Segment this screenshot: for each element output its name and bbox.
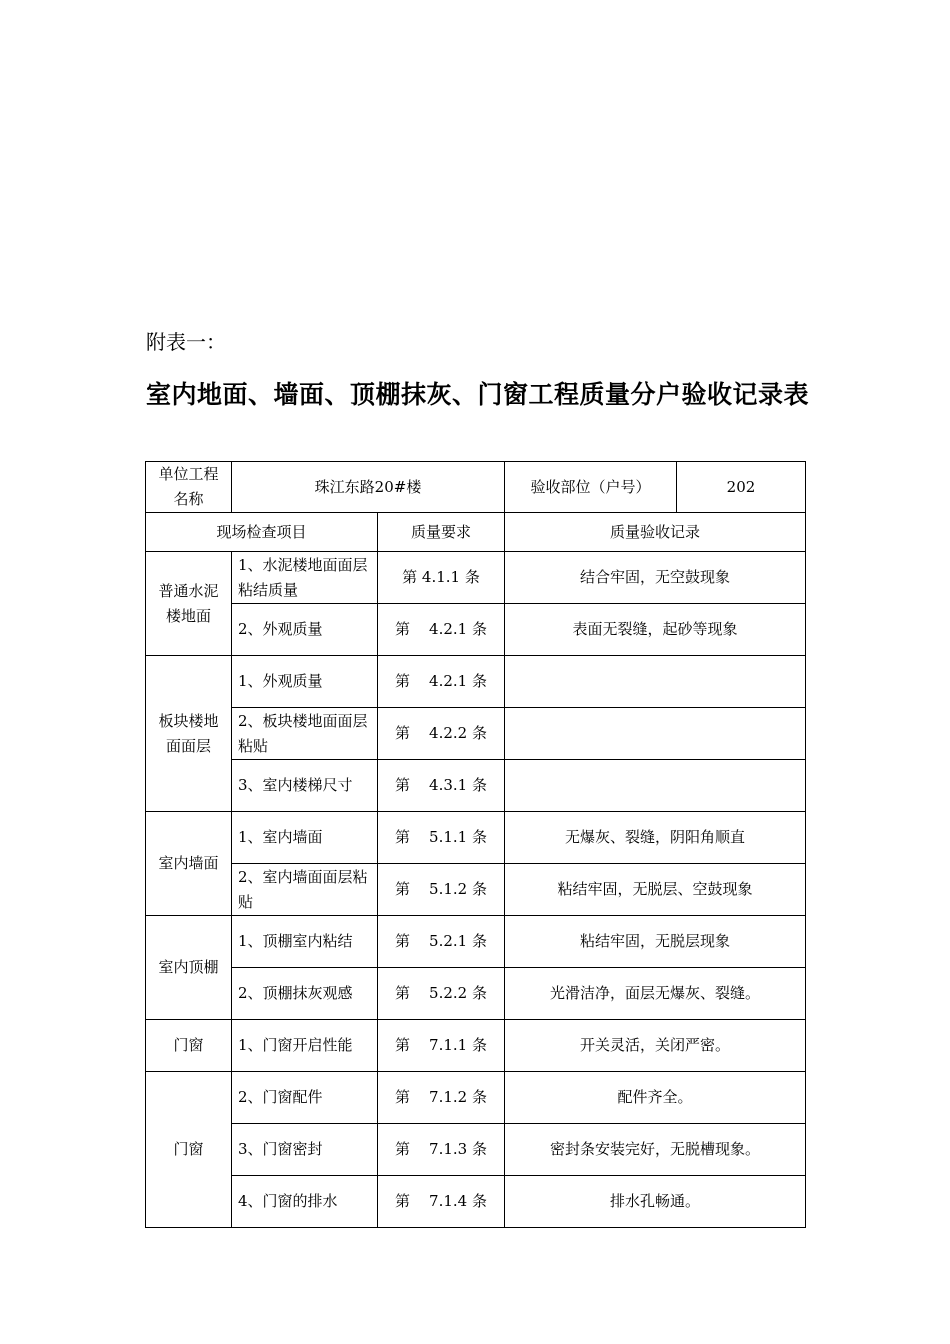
acceptance-record: 开关灵活，关闭严密。: [505, 1020, 806, 1072]
quality-standard: 第 7.1.4 条: [378, 1176, 505, 1228]
table-header-row: [146, 462, 806, 513]
group-name: 门窗: [146, 1020, 232, 1072]
col-standard-header: 质量要求: [378, 513, 505, 552]
table-row: [146, 1020, 806, 1072]
table-row: [146, 864, 806, 916]
check-item: 3、室内楼梯尺寸: [232, 760, 378, 812]
check-item: 1、顶棚室内粘结: [232, 916, 378, 968]
check-item: 2、顶棚抹灰观感: [232, 968, 378, 1020]
check-item: 2、板块楼地面面层粘贴: [232, 708, 378, 760]
check-item: 2、室内墙面面层粘贴: [232, 864, 378, 916]
quality-standard: 第 4.1.1 条: [378, 552, 505, 604]
project-name-value: 珠江东路20#楼: [232, 462, 505, 513]
table-row: [146, 552, 806, 604]
acceptance-record: [505, 760, 806, 812]
document-title: 室内地面、墙面、顶棚抹灰、门窗工程质量分户验收记录表: [146, 380, 810, 409]
quality-standard: 第 5.2.2 条: [378, 968, 505, 1020]
acceptance-record: [505, 708, 806, 760]
quality-standard: 第 4.2.2 条: [378, 708, 505, 760]
acceptance-record-table: [145, 461, 806, 1228]
location-label: 验收部位（户号）: [505, 462, 677, 513]
check-item: 1、室内墙面: [232, 812, 378, 864]
table-row: [146, 1124, 806, 1176]
check-item: 1、外观质量: [232, 656, 378, 708]
group-name: 门窗: [146, 1072, 232, 1228]
table-row: [146, 812, 806, 864]
quality-standard: 第 5.2.1 条: [378, 916, 505, 968]
check-item: 4、门窗的排水: [232, 1176, 378, 1228]
table-row: [146, 656, 806, 708]
group-name: 室内顶棚: [146, 916, 232, 1020]
acceptance-record: 结合牢固，无空鼓现象: [505, 552, 806, 604]
check-item: 1、门窗开启性能: [232, 1020, 378, 1072]
project-name-label: 单位工程名称: [146, 462, 232, 513]
table-row: [146, 604, 806, 656]
group-name: 室内墙面: [146, 812, 232, 916]
acceptance-record: 粘结牢固，无脱层、空鼓现象: [505, 864, 806, 916]
quality-standard: 第 7.1.2 条: [378, 1072, 505, 1124]
quality-standard: 第 7.1.1 条: [378, 1020, 505, 1072]
annex-label: 附表一：: [146, 330, 226, 354]
quality-standard: 第 7.1.3 条: [378, 1124, 505, 1176]
table-row: [146, 1176, 806, 1228]
check-item: 1、水泥楼地面面层粘结质量: [232, 552, 378, 604]
acceptance-record: 粘结牢固，无脱层现象: [505, 916, 806, 968]
acceptance-record: 无爆灰、裂缝，阴阳角顺直: [505, 812, 806, 864]
table-row: [146, 708, 806, 760]
check-item: 3、门窗密封: [232, 1124, 378, 1176]
table-row: [146, 760, 806, 812]
acceptance-record: 光滑洁净，面层无爆灰、裂缝。: [505, 968, 806, 1020]
acceptance-record: 密封条安装完好，无脱槽现象。: [505, 1124, 806, 1176]
acceptance-record: [505, 656, 806, 708]
acceptance-record: 配件齐全。: [505, 1072, 806, 1124]
acceptance-record: 排水孔畅通。: [505, 1176, 806, 1228]
col-item-header: 现场检查项目: [146, 513, 378, 552]
quality-standard: 第 4.3.1 条: [378, 760, 505, 812]
quality-standard: 第 5.1.2 条: [378, 864, 505, 916]
check-item: 2、外观质量: [232, 604, 378, 656]
group-name: 普通水泥楼地面: [146, 552, 232, 656]
check-item: 2、门窗配件: [232, 1072, 378, 1124]
group-name: 板块楼地面面层: [146, 656, 232, 812]
quality-standard: 第 5.1.1 条: [378, 812, 505, 864]
column-header-row: [146, 513, 806, 552]
table-row: [146, 968, 806, 1020]
acceptance-record: 表面无裂缝，起砂等现象: [505, 604, 806, 656]
col-record-header: 质量验收记录: [505, 513, 806, 552]
quality-standard: 第 4.2.1 条: [378, 656, 505, 708]
quality-standard: 第 4.2.1 条: [378, 604, 505, 656]
table-row: [146, 916, 806, 968]
table-row: [146, 1072, 806, 1124]
location-value: 202: [677, 462, 806, 513]
